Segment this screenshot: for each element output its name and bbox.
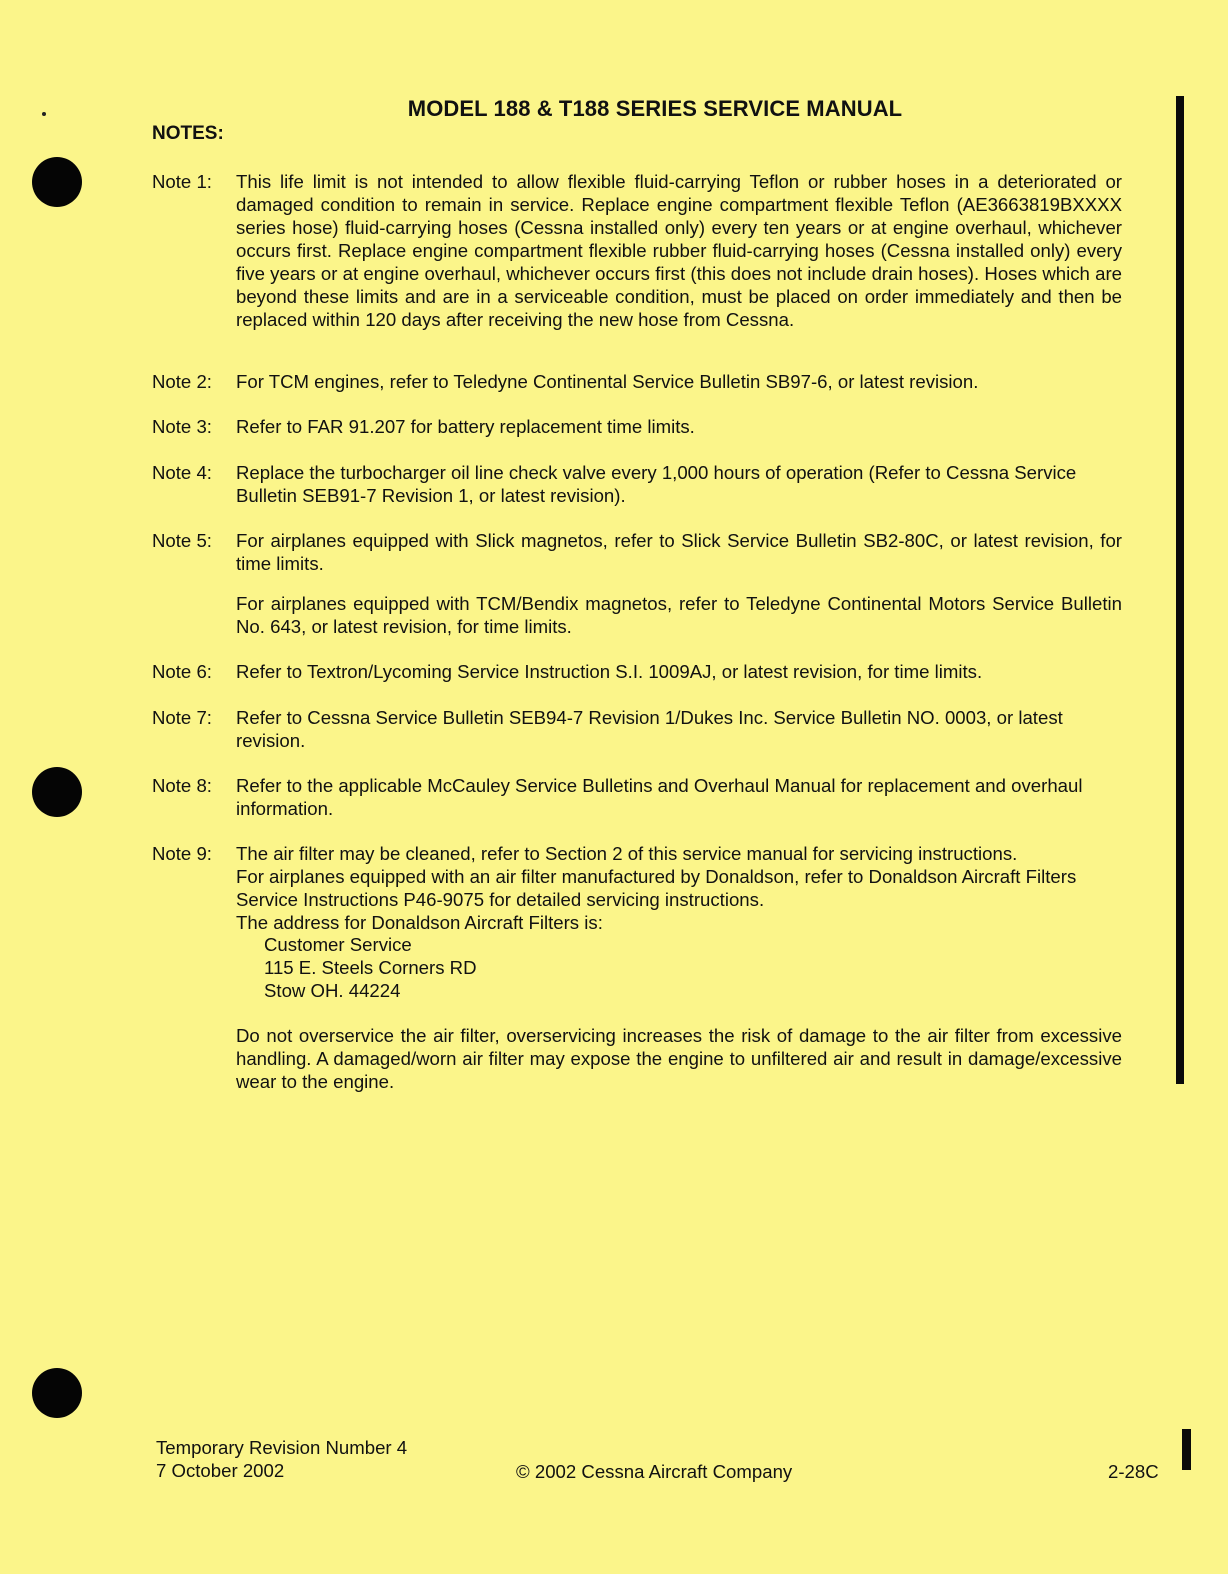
- footer-date: 7 October 2002: [156, 1460, 285, 1481]
- note-9-line-1: The air filter may be cleaned, refer to Section 2 of this service manual for servicing instructions.: [236, 843, 1018, 864]
- binder-hole-top: [32, 157, 82, 207]
- note-9-line-2: For airplanes equipped with an air filter manufactured by Donaldson, refer to Donaldson Aircraft Filters Service Instructions P46-9075 for detailed servicing instructions.: [236, 866, 1077, 910]
- footer-change-bar: [1182, 1429, 1191, 1470]
- footer-revision: Temporary Revision Number 4: [156, 1437, 408, 1458]
- note-label: Note 7:: [152, 707, 212, 728]
- footer-copyright: © 2002 Cessna Aircraft Company: [516, 1461, 793, 1482]
- note-text: For airplanes equipped with Slick magnetos, refer to Slick Service Bulletin SB2-80C, or latest revision, for time limits.: [236, 530, 1122, 574]
- note-label: Note 5:: [152, 530, 212, 551]
- note-9-closing-paragraph: Do not overservice the air filter, overservicing increases the risk of damage to the air filter from excessive handling. A damaged/worn air filter may expose the engine to unfiltered air and result in damage/excessive wear to the engine.: [236, 1025, 1122, 1092]
- note-label: Note 3:: [152, 416, 212, 437]
- note-9-line-3: The address for Donaldson Aircraft Filters is:: [236, 912, 603, 933]
- note-label: Note 4:: [152, 462, 212, 483]
- binder-hole-middle: [32, 767, 82, 817]
- address-line-3: Stow OH. 44224: [264, 980, 401, 1001]
- note-text: Replace the turbocharger oil line check valve every 1,000 hours of operation (Refer to Cessna Service Bulletin SEB91-7 Revision 1, or latest revision).: [236, 462, 1077, 506]
- revision-change-bar: [1176, 96, 1184, 1084]
- footer-page-number: 2-28C: [1108, 1461, 1159, 1482]
- note-text: For TCM engines, refer to Teledyne Continental Service Bulletin SB97-6, or latest revision.: [236, 371, 979, 392]
- note-text: Refer to FAR 91.207 for battery replacement time limits.: [236, 416, 695, 437]
- note-label: Note 2:: [152, 371, 212, 392]
- note-label: Note 1:: [152, 171, 212, 192]
- notes-heading: NOTES:: [152, 123, 224, 144]
- note-label: Note 6:: [152, 661, 212, 682]
- note-text: [236, 842, 1106, 934]
- note-text: Refer to Cessna Service Bulletin SEB94-7 Revision 1/Dukes Inc. Service Bulletin NO. 0003, or latest revision.: [236, 707, 1063, 751]
- manual-title: MODEL 188 & T188 SERIES SERVICE MANUAL: [407, 96, 903, 121]
- note-5-second-paragraph: For airplanes equipped with TCM/Bendix magnetos, refer to Teledyne Continental Motors Service Bulletin No. 643, or latest revision, for time limits.: [236, 593, 1122, 637]
- note-label: Note 9:: [152, 843, 212, 864]
- note-text: Refer to Textron/Lycoming Service Instruction S.I. 1009AJ, or latest revision, for time limits.: [236, 661, 983, 682]
- note-text: Refer to the applicable McCauley Service Bulletins and Overhaul Manual for replacement and overhaul information.: [236, 775, 1083, 819]
- note-label: Note 8:: [152, 775, 212, 796]
- address-line-2: 115 E. Steels Corners RD: [264, 957, 477, 978]
- address-line-1: Customer Service: [264, 934, 412, 955]
- binder-hole-bottom: [32, 1368, 82, 1418]
- note-text: This life limit is not intended to allow flexible fluid-carrying Teflon or rubber hoses in a deteriorated or damaged condition to remain in service. Replace engine compartment flexible Teflon (AE3663819BXXXX series hose) fluid-carrying hoses (Cessna installed only) every ten years or at engine overhaul, whichever occurs first. Replace engine compartment flexible rubber fluid-carrying hoses (Cessna installed only) every five years or at engine overhaul, whichever occurs first (this does not include drain hoses). Hoses which are beyond these limits and are in a serviceable condition, must be placed on order immediately and then be replaced within 120 days after receiving the new hose from Cessna.: [236, 171, 1122, 330]
